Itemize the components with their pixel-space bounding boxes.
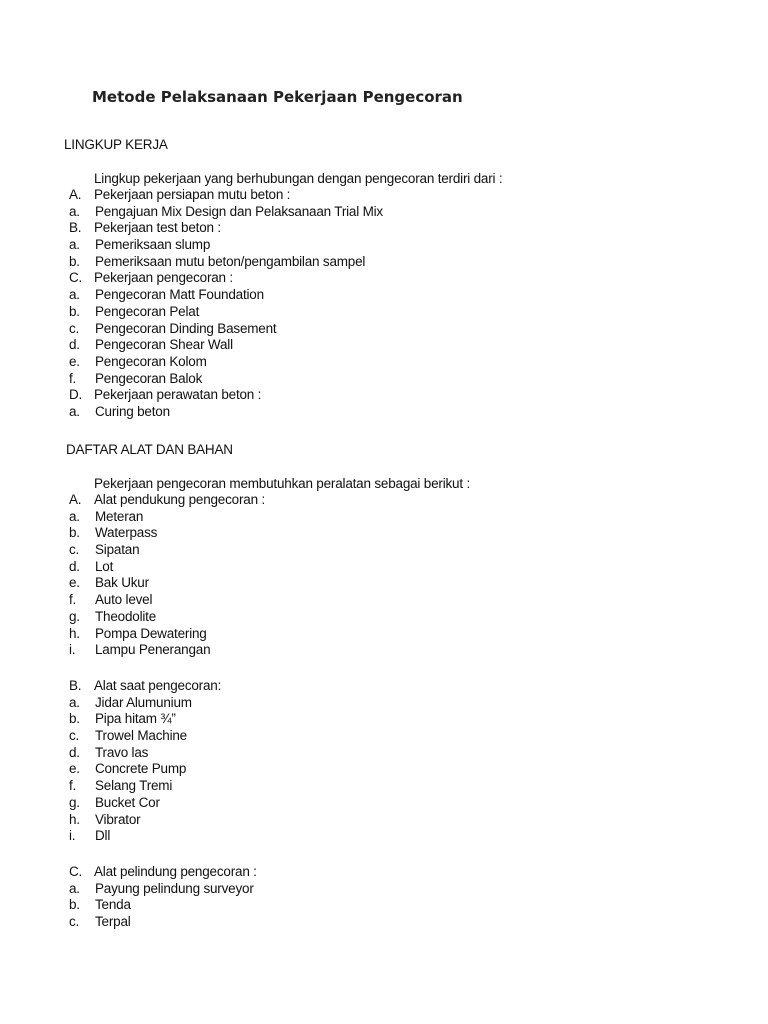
- list-item-marker: f.: [69, 592, 77, 608]
- list-item-marker: i.: [69, 828, 76, 844]
- list-item-text: Pengajuan Mix Design dan Pelaksanaan Trial Mix: [95, 203, 383, 219]
- list-item: [69, 745, 221, 762]
- list-item-text: Bak Ukur: [95, 575, 149, 591]
- list-item: [69, 220, 383, 237]
- list-alat-saat-pengecoran: [69, 678, 221, 845]
- list-item-text: Pompa Dewatering: [95, 625, 207, 641]
- list-item: [69, 237, 383, 254]
- list-item-text: Payung pelindung surveyor: [95, 880, 254, 896]
- list-item: [69, 711, 221, 728]
- list-alat-pendukung: [69, 492, 265, 659]
- list-item-text: Tenda: [95, 897, 131, 913]
- list-item-text: Pengecoran Balok: [95, 370, 203, 386]
- list-item-text: Alat pendukung pengecoran :: [94, 492, 265, 507]
- list-item-marker: a.: [69, 508, 80, 524]
- list-item-marker: a.: [69, 403, 80, 419]
- list-item: [69, 354, 383, 371]
- document-title: Metode Pelaksanaan Pekerjaan Pengecoran: [92, 88, 463, 106]
- list-item-marker: a.: [69, 237, 80, 253]
- list-item-text: Waterpass: [95, 525, 158, 541]
- list-item: [69, 761, 221, 778]
- list-item-text: Pemeriksaan mutu beton/pengambilan sampel: [95, 253, 366, 269]
- list-item-marker: B.: [69, 678, 82, 693]
- list-item-text: Dll: [95, 828, 111, 844]
- list-item-marker: f.: [69, 370, 77, 386]
- section-heading-daftar-alat: DAFTAR ALAT DAN BAHAN: [66, 442, 233, 457]
- list-item: [69, 778, 221, 795]
- list-item: [69, 387, 383, 404]
- list-item: [69, 914, 257, 931]
- list-item: [69, 642, 265, 659]
- list-item-text: Pengecoran Shear Wall: [95, 337, 233, 353]
- list-item-text: Vibrator: [95, 811, 141, 827]
- list-lingkup-kerja: [69, 187, 383, 421]
- list-item: [69, 371, 383, 388]
- list-item-text: Alat pelindung pengecoran :: [94, 864, 257, 879]
- list-item-text: Pengecoran Kolom: [95, 353, 207, 369]
- list-item: [69, 695, 221, 712]
- list-item: [69, 897, 257, 914]
- list-item: [69, 828, 221, 845]
- list-item-text: Lot: [95, 558, 114, 574]
- section-intro-daftar-alat: Pekerjaan pengecoran membutuhkan peralatan sebagai berikut :: [94, 476, 471, 491]
- list-item: [69, 304, 383, 321]
- list-item-marker: f.: [69, 778, 77, 794]
- list-item-marker: e.: [69, 353, 80, 369]
- list-item-marker: c.: [69, 728, 80, 744]
- list-item: [69, 678, 221, 695]
- list-item-text: Terpal: [95, 914, 131, 930]
- list-item: [69, 187, 383, 204]
- list-item-text: Curing beton: [95, 403, 170, 419]
- list-item-marker: a.: [69, 203, 80, 219]
- list-item-text: Bucket Cor: [95, 794, 160, 810]
- list-item-text: Pemeriksaan slump: [95, 237, 211, 253]
- list-item: [69, 592, 265, 609]
- list-item: [69, 204, 383, 221]
- list-alat-pelindung: [69, 864, 257, 931]
- list-item-marker: i.: [69, 642, 76, 658]
- list-item-marker: e.: [69, 575, 80, 591]
- section-heading-lingkup-kerja: LINGKUP KERJA: [64, 137, 168, 152]
- list-item-text: Concrete Pump: [95, 761, 187, 777]
- list-item-marker: c.: [69, 914, 80, 930]
- list-item: [69, 525, 265, 542]
- list-item-text: Auto level: [95, 592, 153, 608]
- list-item-text: Sipatan: [95, 542, 140, 558]
- list-item-text: Pekerjaan test beton :: [94, 220, 221, 236]
- list-item-marker: d.: [69, 744, 80, 760]
- list-item: [69, 509, 265, 526]
- list-item-text: Lampu Penerangan: [95, 642, 211, 658]
- list-item-marker: b.: [69, 253, 80, 269]
- list-item-marker: b.: [69, 897, 80, 913]
- list-item-text: Pengecoran Matt Foundation: [95, 287, 264, 303]
- list-item-marker: C.: [69, 270, 83, 286]
- list-item-marker: b.: [69, 303, 80, 319]
- list-item: [69, 795, 221, 812]
- list-item-marker: g.: [69, 608, 80, 624]
- list-item-marker: d.: [69, 337, 80, 353]
- list-item-text: Pengecoran Dinding Basement: [95, 320, 277, 336]
- list-item-marker: c.: [69, 542, 80, 558]
- list-item-marker: C.: [69, 864, 83, 879]
- list-item-marker: h.: [69, 811, 80, 827]
- list-item-marker: b.: [69, 711, 80, 727]
- list-item: [69, 609, 265, 626]
- list-item: [69, 321, 383, 338]
- list-item-text: Pekerjaan perawatan beton :: [94, 387, 262, 403]
- list-item: [69, 542, 265, 559]
- list-item-text: Jidar Alumunium: [95, 694, 192, 710]
- list-item-text: Theodolite: [95, 608, 157, 624]
- list-item: [69, 881, 257, 898]
- list-item-text: Trowel Machine: [95, 728, 187, 744]
- list-item: [69, 492, 265, 509]
- list-item-marker: B.: [69, 220, 82, 236]
- list-item-marker: e.: [69, 761, 80, 777]
- list-item-marker: a.: [69, 287, 80, 303]
- list-item-marker: c.: [69, 320, 80, 336]
- list-item: [69, 812, 221, 829]
- list-item: [69, 337, 383, 354]
- list-item: [69, 864, 257, 881]
- list-item-marker: g.: [69, 794, 80, 810]
- list-item-marker: a.: [69, 880, 80, 896]
- list-item-marker: h.: [69, 625, 80, 641]
- list-item: [69, 404, 383, 421]
- list-item-marker: d.: [69, 558, 80, 574]
- list-item-text: Pengecoran Pelat: [95, 303, 200, 319]
- list-item: [69, 287, 383, 304]
- list-item: [69, 559, 265, 576]
- list-item-marker: A.: [69, 492, 82, 507]
- list-item: [69, 626, 265, 643]
- list-item: [69, 270, 383, 287]
- list-item: [69, 728, 221, 745]
- list-item: [69, 254, 383, 271]
- list-item-text: Pekerjaan persiapan mutu beton :: [94, 187, 291, 202]
- list-item-marker: a.: [69, 694, 80, 710]
- list-item-text: Pipa hitam ¾”: [95, 711, 176, 727]
- list-item-marker: b.: [69, 525, 80, 541]
- list-item-text: Meteran: [95, 508, 144, 524]
- section-intro-lingkup-kerja: Lingkup pekerjaan yang berhubungan dengan pengecoran terdiri dari :: [94, 171, 503, 186]
- list-item-text: Pekerjaan pengecoran :: [94, 270, 233, 286]
- list-item-text: Travo las: [95, 744, 149, 760]
- list-item: [69, 575, 265, 592]
- list-item-marker: A.: [69, 187, 82, 202]
- list-item-text: Alat saat pengecoran:: [94, 678, 222, 693]
- list-item-text: Selang Tremi: [95, 778, 173, 794]
- list-item-marker: D.: [69, 387, 83, 403]
